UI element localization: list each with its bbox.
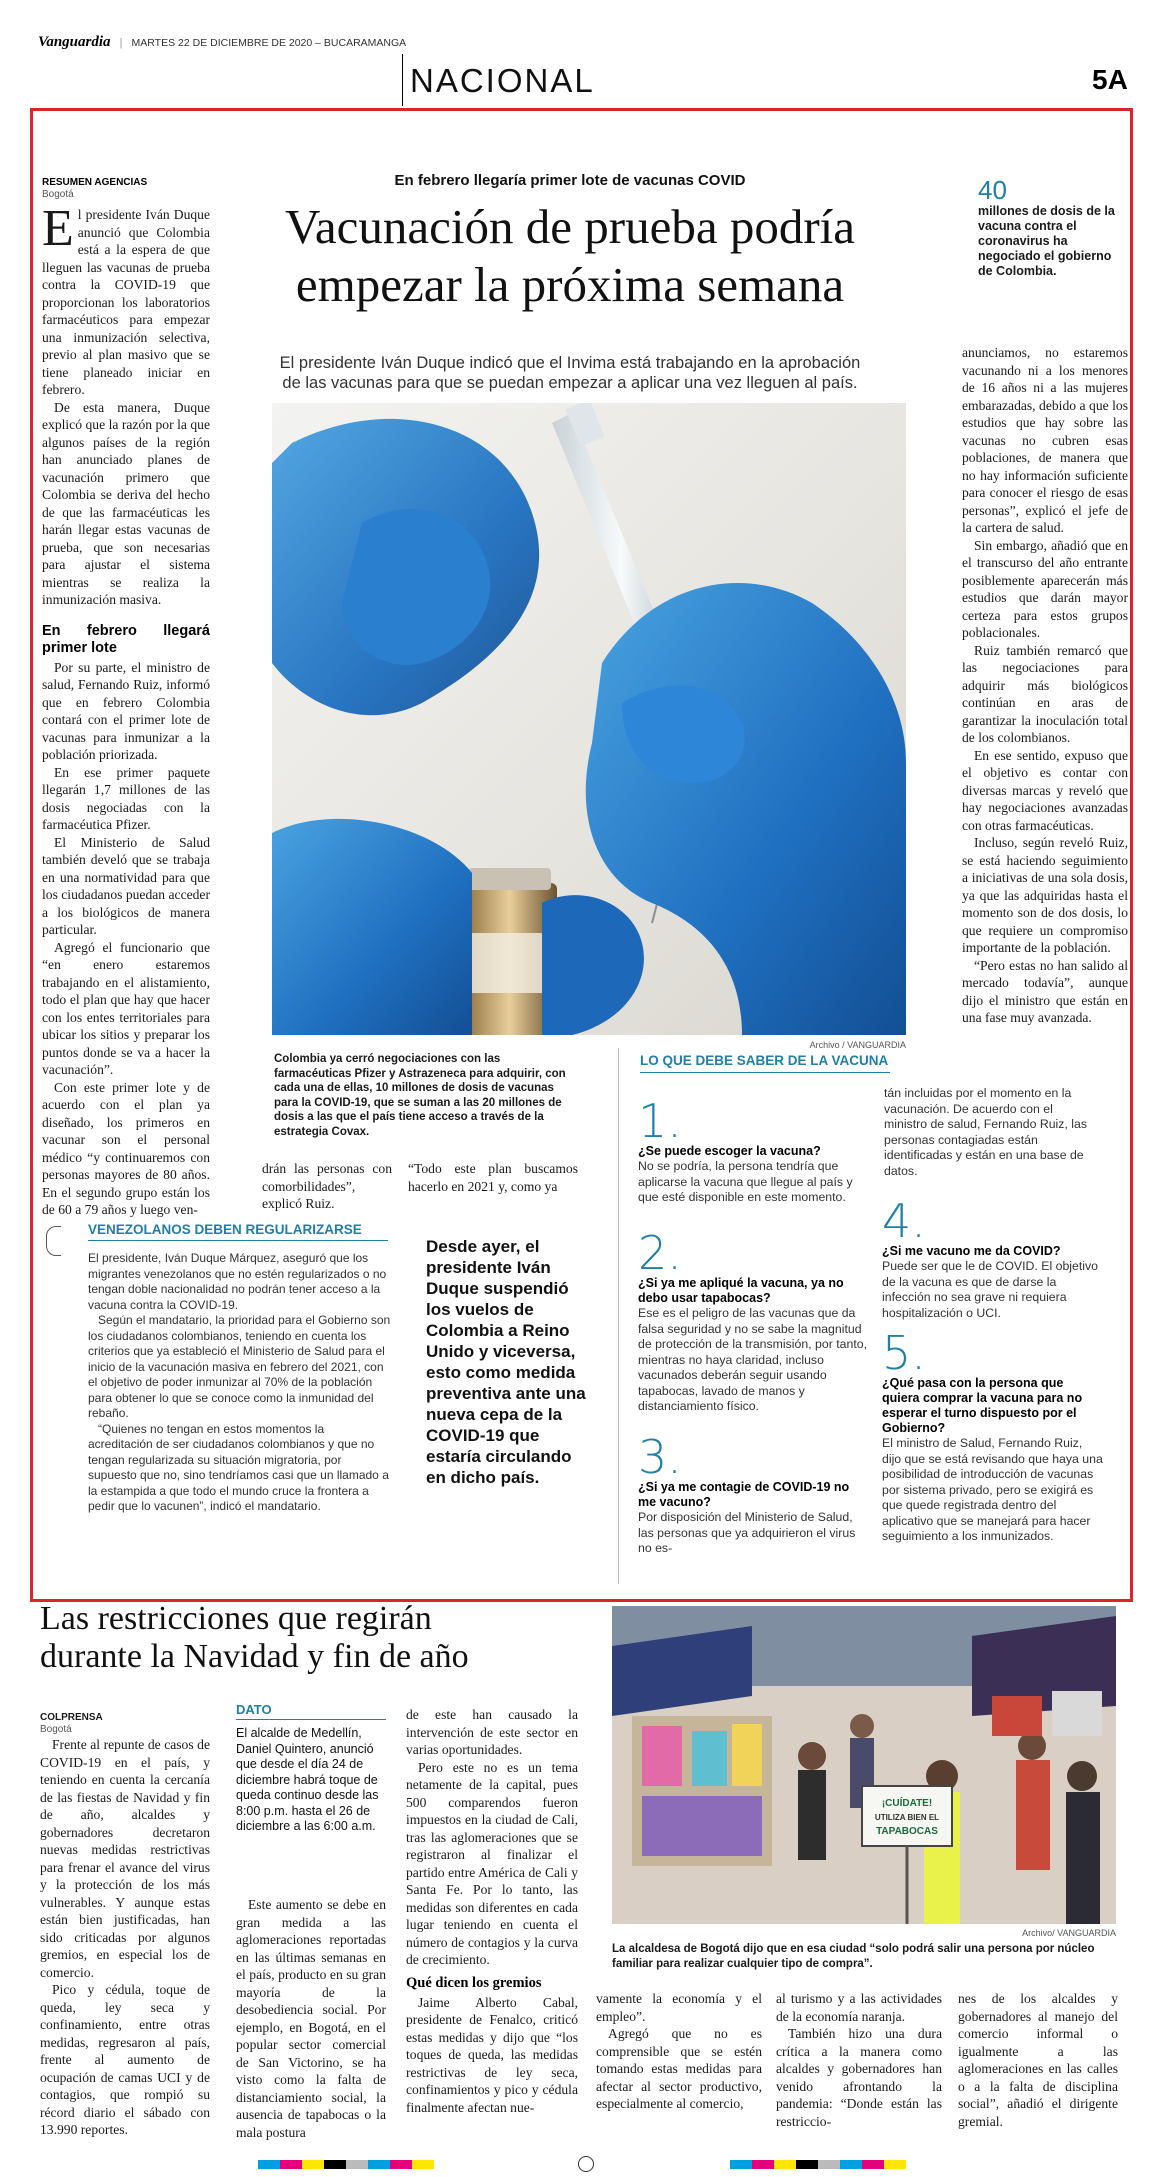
faq-question: ¿Si ya me apliqué la vacuna, ya no debo usar tapabocas?: [638, 1276, 844, 1305]
headline-line: Vacunación de prueba podría: [284, 199, 856, 254]
second-column-6: [958, 1990, 1118, 2130]
brace-icon: [46, 1226, 61, 1256]
subhead: En febrero llegará primer lote: [42, 622, 210, 656]
second-column-4: [596, 1990, 762, 2113]
photo-caption: Colombia ya cerró negociaciones con las farmacéuticas Pfizer y Astrazeneca para adquirir, con cada una de ellas, 10 millones de dosis de vacunas para la COVID-19, que se suman a las 20 millones de dosis a las que el país tiene acceso a través de la estrategia Covax.: [274, 1053, 566, 1138]
box-body: [88, 1251, 392, 1515]
second-byline: [40, 1712, 103, 1736]
photo-credit: Archivo / VANGUARDIA: [809, 1040, 906, 1050]
photo-caption: La alcaldesa de Bogotá dijo que en esa ciudad “solo podrá salir una persona por núcleo familiar para realizar cualquier tipo de compra”.: [612, 1943, 1095, 1970]
sign-line: UTILIZA BIEN EL: [874, 1813, 940, 1822]
faq-item-5: [882, 1326, 1104, 1545]
sign-line: TAPABOCAS: [876, 1826, 938, 1837]
headline-line: Las restricciones que regirán: [40, 1600, 432, 1637]
paragraph: De esta manera, Duque explicó que la razón por la que algunos países de la región han anunciado planes de vacunación primero que Colombia se deriva del hecho de que las farmacéuticas les harán llegar estas vacunas de prueba, que son necesarias para ajustar el sistema mientras se realiza la inmunización masiva.: [42, 399, 210, 607]
continuation-text: “Todo este plan buscamos hacerlo en 2021 y, como ya: [408, 1161, 578, 1194]
main-column-1: [42, 200, 210, 1219]
faq-item-1: [638, 1094, 870, 1206]
registration-marks-right: [730, 2160, 906, 2169]
faq-question: ¿Si me vacuno me da COVID?: [882, 1244, 1061, 1258]
stat-box: [978, 176, 1118, 279]
faq-answer: Por disposición del Ministerio de Salud, las personas que ya adquirieron el virus no es-: [638, 1510, 856, 1555]
dato-box: [236, 1702, 386, 1835]
masthead: [38, 34, 1138, 54]
paragraph: Ruiz también remarcó que las negociaciones para adquirir más biológicos continúan en aras de garantizar la inoculación total de los colombianos.: [962, 642, 1128, 745]
faq-answer-continued: tán incluidas por el momento en la vacunación. De acuerdo con el ministro de salud, Fernando Ruiz, las personas contagiadas están identificadas y están en una base de datos.: [884, 1086, 1087, 1178]
deck-line: de las vacunas para que se puedan empezar a aplicar una vez lleguen al país.: [282, 374, 858, 392]
deck-line: El presidente Iván Duque indicó que el Invima está trabajando en la aprobación: [279, 354, 861, 372]
faq-item-4: [882, 1194, 1104, 1321]
faq-question: ¿Qué pasa con la persona que quiera comprar la vacuna para no esperar el turno dispuesto por el Gobierno?: [882, 1376, 1083, 1435]
faq-number: 4.: [882, 1194, 926, 1248]
paragraph: Con este primer lote y de acuerdo con el plan ya diseñado, los primeros en vacunar son el personal médico “y continuaremos con personas mayores de 80 años. En el segundo grupo están los de 60 a 79 años y luego ven-: [42, 1079, 210, 1217]
paragraph: al turismo y a las actividades de la economía naranja.: [776, 1991, 942, 2024]
paragraph: nes de los alcaldes y gobernadores al manejo del comercio informal o igualmente a las aglomeraciones en las calles o a la falta de disciplina social”, añadió el dirigente gremial.: [958, 1991, 1118, 2129]
drop-cap: E: [42, 200, 74, 257]
byline-agency: COLPRENSA: [40, 1712, 103, 1723]
box-title-rule: [88, 1240, 388, 1241]
faq-number: 2.: [638, 1226, 682, 1280]
paragraph: de este han causado la intervención de este sector en varias oportunidades.: [406, 1707, 578, 1757]
byline-agency: RESUMEN AGENCIAS: [42, 177, 148, 188]
venezolanos-box: [52, 1222, 392, 1515]
faq-item-2: [638, 1226, 870, 1415]
paragraph: También hizo una dura crítica a la manera como alcaldes y gobernadores han venido afrontando la pandemia: “Donde están las restriccio-: [776, 2026, 942, 2129]
market-photo: [612, 1606, 1116, 1924]
vaccine-photo: [272, 403, 906, 1035]
dateline: MARTES 22 DE DICIEMBRE DE 2020 – BUCARAMANGA: [131, 37, 407, 49]
paragraph: vamente la economía y el empleo”.: [596, 1991, 762, 2024]
deck: [230, 353, 910, 393]
sign-line: ¡CUÍDATE!: [881, 1798, 933, 1809]
headline-line: durante la Navidad y fin de año: [40, 1638, 469, 1675]
paragraph: Este aumento se debe en gran medida a las aglomeraciones reportadas en las últimas semanas en el país, producto en su gran mayoría de la desobediencia social. Por ejemplo, en Bogotá, en el popular sector comercial de San Victorino, se ha visto como la falta de distanciamiento social, la ausencia de tapabocas o la mala postura: [236, 1897, 386, 2140]
second-column-3: [406, 1706, 578, 2116]
faq-number: 1.: [638, 1094, 682, 1148]
paragraph: Por su parte, el ministro de salud, Fernando Ruiz, informó que en febrero Colombia contará con el primer lote de vacunas para inmunizar a la población priorizada.: [42, 659, 210, 762]
paragraph: Pico y cédula, toque de queda, ley seca y confinamiento, entre otras medidas, regresaron al país, frente al aumento de ocupación de camas UCI y de contagios, que rompió su récord diario el sábado con 13.990 reportes.: [40, 1982, 210, 2137]
paragraph: En ese sentido, expuso que el objetivo es contar con diversas marcas y reveló que hay negociaciones avanzadas con otras farmacéuticas.: [962, 747, 1128, 833]
faq-answer: No se podría, la persona tendría que aplicarse la vacuna que llegue al país y que esté disponible en este momento.: [638, 1159, 853, 1204]
continuation-text: drán las personas con comorbilidades”, explicó Ruiz.: [262, 1161, 392, 1211]
paragraph: anunciamos, no estaremos vacunando ni a los menores de 16 años ni a las mujeres embarazadas, debido a que los estudios que hay sobre las vacunas no cubren esas poblaciones, de manera que no hay información suficiente para conocer el riesgo de esas personas”, explicó el jefe de la cartera de salud.: [962, 345, 1128, 535]
box-paragraph: El presidente, Iván Duque Márquez, aseguró que los migrantes venezolanos que no estén regularizados o no tengan doble nacionalidad no podrán tener acceso a la vacuna contra la COVID-19.: [88, 1251, 387, 1312]
paragraph: El Ministerio de Salud también develó que se trabaja en una normatividad para que los ciudadanos puedan acceder a los biológicos de manera particular.: [42, 834, 210, 937]
second-column-1: [40, 1736, 210, 2139]
vaccine-illustration: [272, 403, 906, 1035]
paragraph: En ese primer paquete llegarán 1,7 millones de las dosis negociadas con la farmacéutica Pfizer.: [42, 764, 210, 832]
page-number: 5A: [1092, 64, 1128, 95]
second-column-2: [236, 1896, 386, 2141]
byline: [42, 177, 202, 201]
box-paragraph: Según el mandatario, la prioridad para el Gobierno son los ciudadanos colombianos, teniendo en cuenta los criterios que ya estableció el Ministerio de Salud para el inicio de la vacunación masiva en febrero del 2021, con el objetivo de poder inmunizar al 70% de la población para obtener lo que se conoce como la inmunidad del rebaño.: [88, 1313, 391, 1420]
paragraph: “Pero estas no han salido al mercado todavía”, aunque dijo el ministro que están en una fase muy avanzada.: [962, 957, 1128, 1025]
stat-text: millones de dosis de la vacuna contra el coronavirus ha negociado el gobierno de Colombia.: [978, 204, 1115, 278]
faq-item-3: [638, 1430, 870, 1557]
faq-title-rule: [640, 1072, 890, 1073]
subhead: Qué dicen los gremios: [406, 1974, 542, 1991]
photo-credit: Archivo/ VANGUARDIA: [1022, 1928, 1116, 1938]
box-paragraph: “Quienes no tengan en estos momentos la acreditación de ser ciudadanos colombianos y que no tengan regularizada su situación migratoria, por supuesto que no, sino tendríamos casi que un llamado a la estampida a que todo el mundo cruce la frontera a pedir que lo vacunen”, indicó el mandatario.: [88, 1421, 389, 1513]
paragraph: Agregó que no es comprensible que se estén tomando estas medidas para afectar al sector productivo, especialmente al comercio,: [596, 2026, 762, 2111]
dato-text: El alcalde de Medellín, Daniel Quintero, anunció que desde el día 24 de diciembre habrá toque de queda continuo desde las 8:00 p.m. hasta el 26 de diciembre a las 6:00 a.m.: [236, 1726, 379, 1833]
second-column-5: [776, 1990, 942, 2130]
faq-number: 5.: [882, 1326, 926, 1380]
registration-crosshair-icon: [578, 2156, 594, 2172]
faq-answer: Puede ser que le de COVID. El objetivo de la vacuna es que de darse la infección no sea grave ni requiera hospitalización o UCI.: [882, 1259, 1099, 1320]
stat-number: 40: [978, 175, 1007, 205]
second-headline: [40, 1600, 620, 1676]
byline-place: Bogotá: [40, 1724, 72, 1735]
dato-rule: [236, 1719, 386, 1720]
main-column-right: [962, 344, 1128, 1027]
pull-quote: Desde ayer, el presidente Iván Duque suspendió los vuelos de Colombia a Reino Unido y viceversa, esto como medida preventiva ante una nueva cepa de la COVID-19 que estaría circulando en dicho país.: [426, 1237, 586, 1487]
paragraph: Agregó el funcionario que “en enero estaremos trabajando en el alistamiento, todo el plan que hay que hacer con los entes territoriales para ubicar los sitios y preparar los puntos donde se va a hacer la vacunación”.: [42, 939, 210, 1077]
box-title: VENEZOLANOS DEBEN REGULARIZARSE: [88, 1222, 362, 1237]
paragraph: Pero este no es un tema netamente de la capital, pues 500 comparendos fueron impuestos en la ciudad de Cali, tras las aglomeraciones que se registraron al finalizar el partido entre América de Cali y Santa Fe. Por lo tanto, las medidas son diferentes en cada lugar teniendo en cuenta el número de contagios y la curva de crecimiento.: [406, 1759, 578, 1967]
faq-question: ¿Se puede escoger la vacuna?: [638, 1144, 821, 1158]
faq-question: ¿Si ya me contagie de COVID-19 no me vacuno?: [638, 1480, 850, 1509]
faq-title: LO QUE DEBE SABER DE LA VACUNA: [640, 1053, 889, 1068]
brand-logo: Vanguardia: [38, 34, 111, 50]
paragraph: Incluso, según reveló Ruiz, se está haciendo seguimiento a iniciativas de una sola dosis, ya que las adquiridas hasta el momento son de dos dosis, lo que requiere un compromiso importante de la población.: [962, 835, 1128, 955]
lead-paragraph: [42, 200, 210, 399]
headline-line: empezar la próxima semana: [295, 257, 845, 312]
faq-answer: El ministro de Salud, Fernando Ruiz, dijo que se está revisando que haya una posibilidad de introducción de vacunas por sistema privado, pero se exigirá es que quede registrada dentro del aplicativo que se manejará para hacer seguimiento a los inmunizados.: [882, 1436, 1103, 1543]
main-headline: [220, 198, 920, 314]
faq-number: 3.: [638, 1430, 682, 1484]
lead-text: l presidente Iván Duque anunció que Colombia está a la espera de que lleguen las vacunas de prueba contra la COVID-19 que proporcionan los laboratorios farmacéuticos para empezar una inmunización selectiva, previo al plan masivo que se tiene planeado iniciar en febrero.: [42, 207, 210, 397]
paragraph: Frente al repunte de casos de COVID-19 en el país, y teniendo en cuenta la cercanía de las fiestas de Navidad y fin de año, alcaldes y gobernadores decretaron nuevas medidas restrictivas para frenar el avance del virus y la protección de los más vulnerables. Y aunque estas están bien justificadas, han sido criticadas por algunos gremios, en especial los de comercio.: [40, 1737, 210, 1980]
paragraph: Sin embargo, añadió que en el transcurso del año entrante posiblemente aparecerán más estudios que darán mayor certeza para estos grupos poblacionales.: [962, 537, 1128, 640]
kicker: En febrero llegaría primer lote de vacunas COVID: [394, 172, 746, 189]
faq-divider: [618, 1048, 619, 1584]
dato-title: DATO: [236, 1702, 272, 1717]
masthead-divider: |: [119, 37, 123, 49]
paragraph: Jaime Alberto Cabal, presidente de Fenalco, criticó estas medidas y dijo que “los toques de queda, las medidas restrictivas de ley seca, confinamientos y pico y cédula finalmente afectan nue-: [406, 1994, 578, 2115]
section-label: NACIONAL: [410, 62, 595, 99]
byline-place: Bogotá: [42, 189, 74, 200]
market-illustration: [612, 1606, 1116, 1924]
registration-marks-left: [258, 2160, 434, 2169]
faq-answer: Ese es el peligro de las vacunas que da falsa seguridad y no se sabe la magnitud de protección de la transmisión, por tanto, mientras no haya claridad, incluso vacunados deberán seguir usando tapabocas, lavado de manos y distanciamiento físico.: [638, 1306, 867, 1413]
section-rule: [402, 54, 403, 106]
